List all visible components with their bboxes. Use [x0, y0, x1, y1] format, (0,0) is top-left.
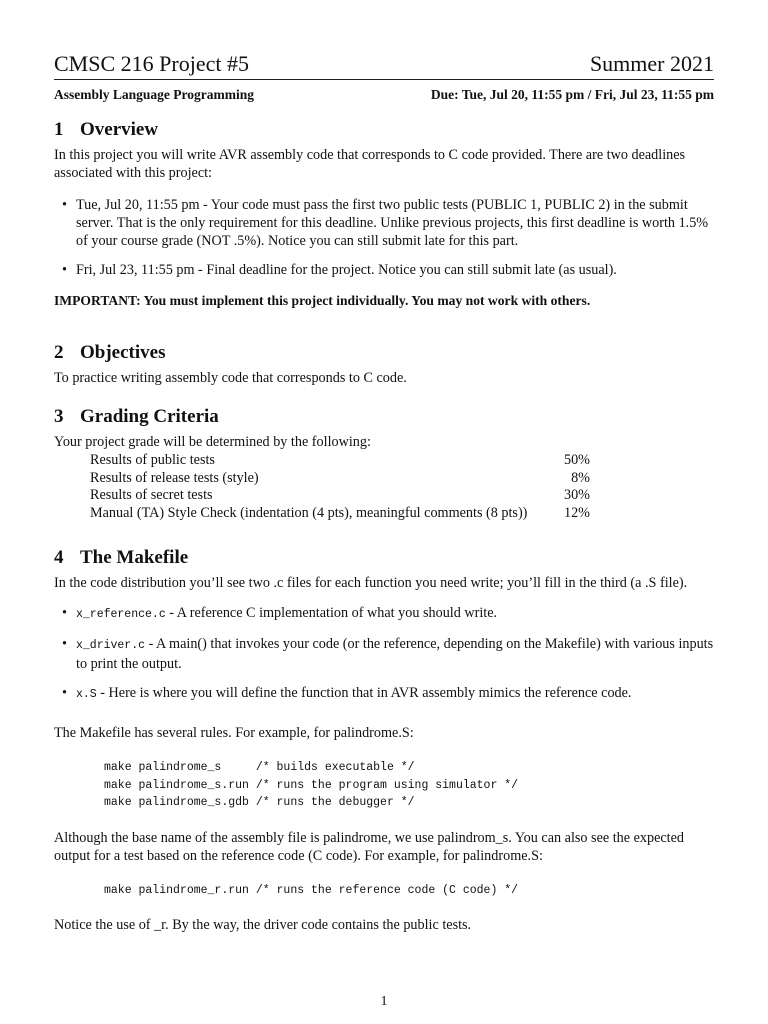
closing-paragraph: Notice the use of _r. By the way, the driver code contains the public tests. — [54, 917, 472, 934]
table-row: Results of release tests (style) 8% — [90, 469, 590, 486]
important-note: IMPORTANT: You must implement this project individually. You may not work with others. — [54, 293, 591, 308]
code-line: make palindrome_s /* builds executable */ — [104, 761, 415, 774]
section-heading: 2 Objectives — [54, 342, 166, 363]
list-item: • Fri, Jul 23, 11:55 pm - Final deadline for the project. Notice you can still submit late (as usual). — [62, 262, 617, 278]
overview-intro: In this project you will write AVR assembly code that corresponds to C code provided. There are two deadlines associated with this project: — [54, 147, 686, 181]
section-grading — [54, 405, 714, 522]
section-heading: 1 Overview — [54, 119, 159, 140]
table-row: Results of secret tests 30% — [90, 487, 590, 504]
code-line: make palindrome_r.run /* runs the reference code (C code) */ — [104, 883, 519, 897]
bullet-icon: • — [62, 685, 67, 701]
section-heading: 3 Grading Criteria — [54, 406, 219, 427]
section-objectives — [54, 341, 714, 387]
section-heading: 4 The Makefile — [54, 547, 189, 568]
due-date: Due: Tue, Jul 20, 11:55 pm / Fri, Jul 23, 11:55 pm — [430, 87, 714, 102]
list-item: • x_driver.c - A main() that invokes your code (or the reference, depending on the Makefile) with various inputs to print the output. — [62, 636, 714, 672]
list-item: • x.S - Here is where you will define the function that in AVR assembly mimics the reference code. — [62, 685, 632, 701]
code-line: make palindrome_s.gdb /* runs the debugger */ — [104, 796, 415, 810]
table-row: Manual (TA) Style Check (indentation (4 pts), meaningful comments (8 pts)) 12% — [90, 504, 590, 521]
bullet-icon: • — [62, 605, 67, 621]
file-list — [54, 604, 714, 704]
bullet-icon: • — [62, 636, 67, 652]
list-item: • Tue, Jul 20, 11:55 pm - Your code must pass the first two public tests (PUBLIC 1, PUBLIC 2) in the submit server. That is the only requirement for this deadline. Unlike previous projects, this first deadline is worth 1.5% of your course grade (NOT .5%). Notice you can still submit late for this part. — [62, 197, 709, 249]
term: Summer 2021 — [589, 51, 714, 76]
document-header — [54, 50, 714, 104]
table-row: Results of public tests 50% — [90, 452, 590, 468]
grading-table — [90, 452, 590, 522]
makefile-intro: In the code distribution you’ll see two .c files for each function you need write; you’ll fill in the third (a .S file). — [54, 575, 688, 591]
section-makefile — [54, 546, 714, 934]
section-overview — [54, 118, 714, 310]
grading-intro: Your project grade will be determined by the following: — [54, 434, 371, 450]
list-item: • x_reference.c - A reference C implementation of what you should write. — [62, 605, 498, 621]
bullet-icon: • — [62, 197, 67, 213]
code-block-rules — [104, 759, 714, 812]
deadline-list — [54, 196, 714, 279]
base-name-paragraph: Although the base name of the assembly file is palindrome, we use palindrom_s. You can also see the expected output for a test based on the reference code (C code). For example, for palindrome.S: — [54, 829, 685, 864]
page-number: 1 — [380, 994, 388, 1009]
bullet-icon: • — [62, 262, 67, 278]
code-line: make palindrome_s.run /* runs the program using simulator */ — [104, 778, 519, 792]
course-title: CMSC 216 Project #5 — [54, 51, 249, 76]
objectives-text: To practice writing assembly code that corresponds to C code. — [54, 370, 407, 386]
subtitle: Assembly Language Programming — [54, 87, 255, 102]
header-rule — [54, 79, 714, 80]
code-block-reference — [104, 882, 714, 900]
rules-intro: The Makefile has several rules. For example, for palindrome.S: — [54, 725, 414, 741]
